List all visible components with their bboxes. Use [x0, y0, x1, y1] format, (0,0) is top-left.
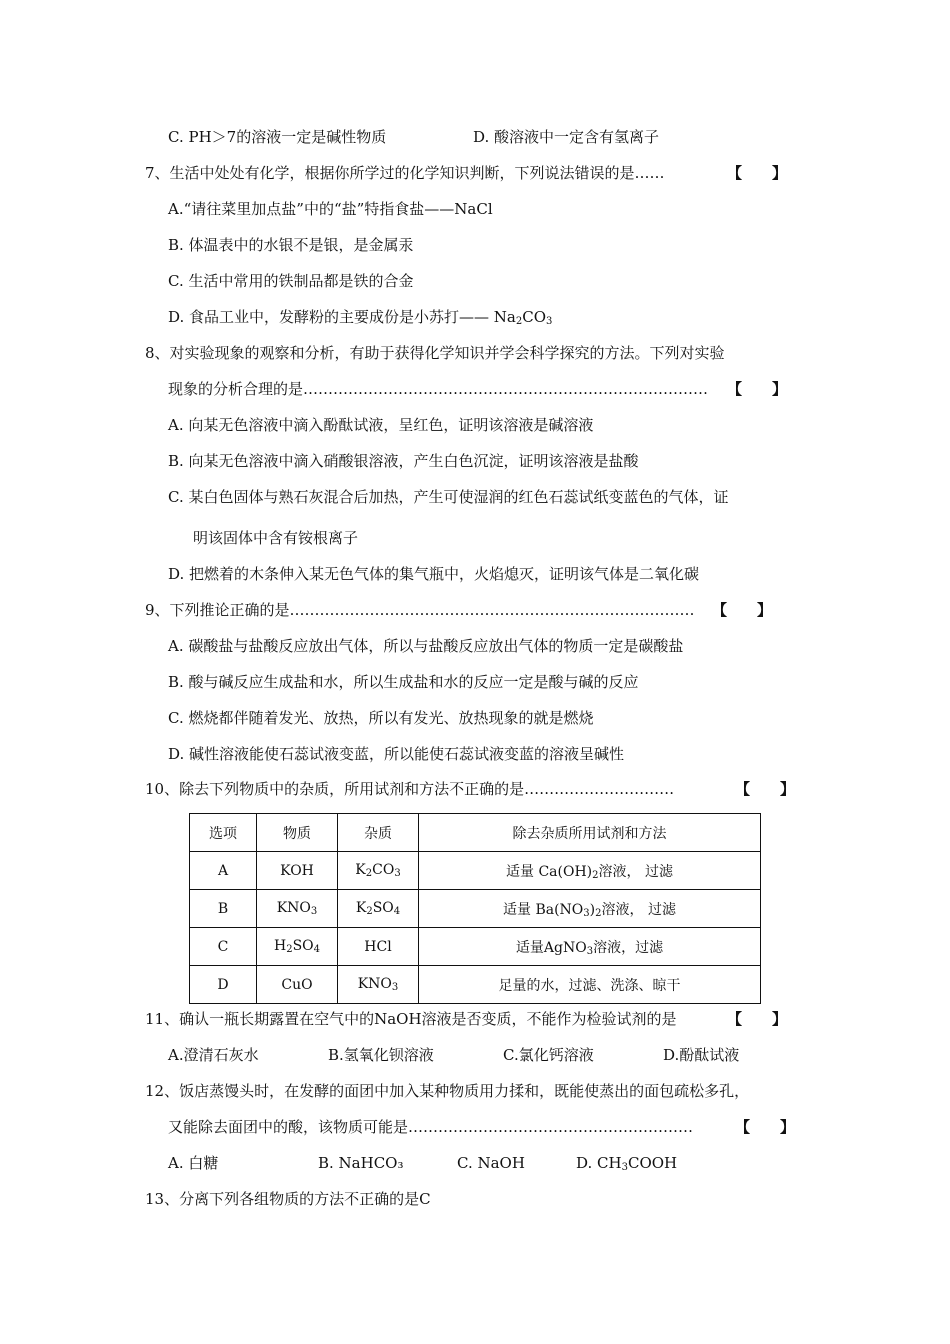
q7-option-a: A.“请往菜里加点盐”中的“盐”特指食盐——NaCl: [168, 200, 493, 218]
q9-option-c: C. 燃烧都伴随着发光、放热，所以有发光、放热现象的就是燃烧: [168, 709, 594, 727]
q7-option-d: D. 食品工业中，发酵粉的主要成份是小苏打—— $Na_2CO_3$: [168, 308, 553, 327]
table-cell: 适量AgNO$_3$溶液，过滤: [419, 928, 761, 966]
q12-stem: 12、饭店蒸馒头时，在发酵的面团中加入某种物质用力揉和，既能使蒸出的面包疏松多孔，: [145, 1082, 750, 1100]
q7-answer-bracket: 【 】: [727, 164, 788, 182]
q8-option-c-continued: 明该固体中含有铵根离子: [193, 529, 359, 547]
q11-option-a: A.澄清石灰水: [168, 1046, 259, 1064]
table-cell: CuO: [257, 966, 338, 1004]
q8-option-c: C. 某白色固体与熟石灰混合后加热，产生可使湿润的红色石蕊试纸变蓝色的气体，证: [168, 488, 729, 506]
table-cell: D: [190, 966, 257, 1004]
q9-option-b: B. 酸与碱反应生成盐和水，所以生成盐和水的反应一定是酸与碱的反应: [168, 673, 639, 691]
q7-stem: 7、生活中处处有化学，根据你所学过的化学知识判断，下列说法错误的是……: [145, 164, 665, 182]
q7-option-b: B. 体温表中的水银不是银，是金属汞: [168, 236, 414, 254]
q12-stem-continued: 又能除去面团中的酸，该物质可能是…………………………………………………: [168, 1118, 694, 1136]
q9-option-d: D. 碱性溶液能使石蕊试液变蓝，所以能使石蕊试液变蓝的溶液呈碱性: [168, 745, 625, 763]
q8-stem-continued: 现象的分析合理的是………………………………………………………………………: [168, 380, 709, 398]
table-cell: A: [190, 852, 257, 890]
q13-stem: 13、分离下列各组物质的方法不正确的是C: [145, 1190, 431, 1208]
table-cell: $K_2CO_3$: [338, 852, 419, 890]
q8-option-d: D. 把燃着的木条伸入某无色气体的集气瓶中，火焰熄灭，证明该气体是二氧化碳: [168, 565, 700, 583]
table-cell: B: [190, 890, 257, 928]
table-cell: $K_2SO_4$: [338, 890, 419, 928]
q11-option-b: B.氢氧化钡溶液: [328, 1046, 434, 1064]
table-cell: C: [190, 928, 257, 966]
table-cell: 适量 $Ca(OH)_2$溶液， 过滤: [419, 852, 761, 890]
table-cell: 适量 $Ba(NO_3)_2$溶液， 过滤: [419, 890, 761, 928]
q12-option-d: D. $CH_3COOH$: [576, 1154, 678, 1173]
table-cell: $KNO_3$: [338, 966, 419, 1004]
table-cell: KOH: [257, 852, 338, 890]
q11-answer-bracket: 【 】: [727, 1010, 788, 1028]
table-header-cell: 物质: [257, 814, 338, 852]
q8-option-a: A. 向某无色溶液中滴入酚酞试液，呈红色，证明该溶液是碱溶液: [168, 416, 594, 434]
q10-answer-bracket: 【 】: [735, 780, 796, 798]
q11-options-row: [168, 1044, 740, 1066]
table-row: [190, 966, 761, 1004]
q7-option-c: C. 生活中常用的铁制品都是铁的合金: [168, 272, 414, 290]
q10-table: [189, 813, 761, 1004]
q6-option-d: D. 酸溶液中一定含有氢离子: [473, 128, 660, 146]
table-header-cell: 杂质: [338, 814, 419, 852]
q9-stem: 9、下列推论正确的是………………………………………………………………………: [145, 601, 695, 619]
table-cell: $H_2SO_4$: [257, 928, 338, 966]
q12-option-b: B. NaHCO₃: [318, 1154, 404, 1172]
q12-option-c: C. NaOH: [457, 1154, 525, 1172]
q12-option-a: A. 白糖: [168, 1154, 219, 1172]
q9-answer-bracket: 【 】: [712, 601, 773, 619]
q11-stem: 11、确认一瓶长期露置在空气中的NaOH溶液是否变质，不能作为检验试剂的是: [145, 1010, 677, 1028]
table-header-row: [190, 814, 761, 852]
table-header-cell: 除去杂质所用试剂和方法: [419, 814, 761, 852]
q6-option-c: C. PH＞7的溶液一定是碱性物质: [168, 128, 387, 146]
table-header-cell: 选项: [190, 814, 257, 852]
q11-option-d: D.酚酞试液: [663, 1046, 740, 1064]
q10-stem: 10、除去下列物质中的杂质，所用试剂和方法不正确的是…………………………: [145, 780, 675, 798]
q12-answer-bracket: 【 】: [735, 1118, 796, 1136]
q6-options-row: [168, 126, 660, 148]
q12-options-row: [168, 1152, 678, 1174]
table-cell: 足量的水，过滤、洗涤、晾干: [419, 966, 761, 1004]
q8-option-b: B. 向某无色溶液中滴入硝酸银溶液，产生白色沉淀，证明该溶液是盐酸: [168, 452, 639, 470]
q9-option-a: A. 碳酸盐与盐酸反应放出气体，所以与盐酸反应放出气体的物质一定是碳酸盐: [168, 637, 684, 655]
q8-stem: 8、对实验现象的观察和分析，有助于获得化学知识并学会科学探究的方法。下列对实验: [145, 344, 725, 362]
q11-option-c: C.氯化钙溶液: [503, 1046, 594, 1064]
table-row: [190, 890, 761, 928]
table-row: [190, 852, 761, 890]
table-row: [190, 928, 761, 966]
table-cell: HCl: [338, 928, 419, 966]
table-cell: $KNO_3$: [257, 890, 338, 928]
q8-answer-bracket: 【 】: [727, 380, 788, 398]
